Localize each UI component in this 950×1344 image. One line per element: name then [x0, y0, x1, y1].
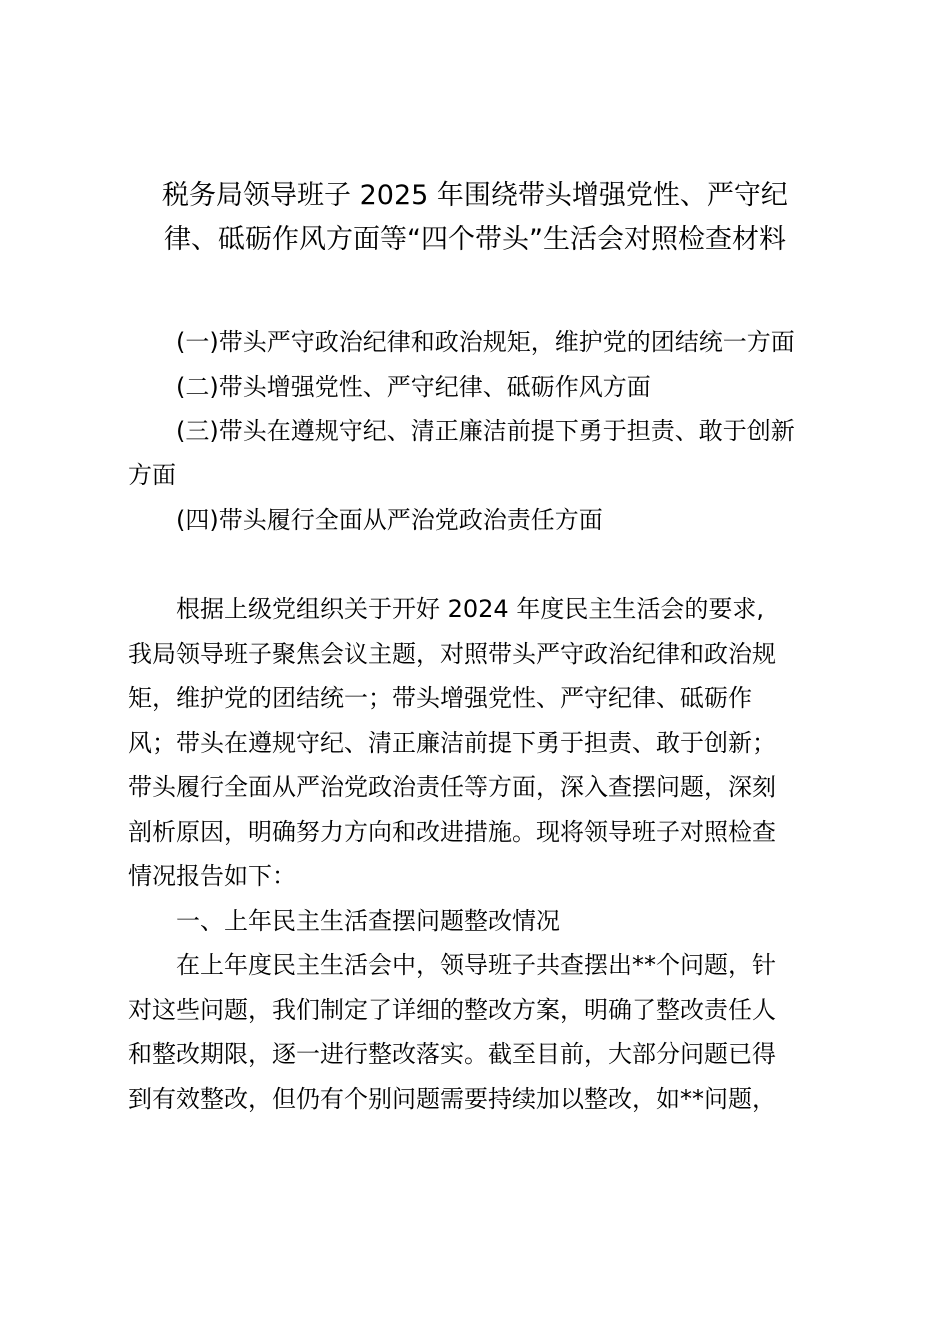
toc-item-1: (一)带头严守政治纪律和政治规矩，维护党的团结统一方面: [176, 328, 795, 356]
title-line-2: 律、砥砺作风方面等“四个带头”生活会对照检查材料: [164, 224, 786, 255]
intro-line-7: 情况报告如下：: [128, 862, 296, 890]
intro-line-6: 剖析原因，明确努力方向和改进措施。现将领导班子对照检查: [128, 818, 776, 846]
section1-line-2: 对这些问题，我们制定了详细的整改方案，明确了整改责任人: [128, 996, 776, 1024]
intro-line-4: 风；带头在遵规守纪、清正廉洁前提下勇于担责、敢于创新；: [128, 729, 776, 757]
toc-item-4: (四)带头履行全面从严治党政治责任方面: [176, 506, 603, 534]
intro-line-3: 矩，维护党的团结统一；带头增强党性、严守纪律、砥砺作: [128, 684, 752, 712]
document-title: [128, 174, 822, 262]
toc-item-3-continued: 方面: [128, 461, 176, 489]
section-heading-1: 一、上年民主生活查摆问题整改情况: [176, 907, 560, 935]
intro-line-1: 根据上级党组织关于开好 2024 年度民主生活会的要求,: [176, 595, 764, 623]
section1-line-3: 和整改期限，逐一进行整改落实。截至目前，大部分问题已得: [128, 1040, 776, 1068]
title-line-1: 税务局领导班子 2025 年围绕带头增强党性、严守纪: [162, 180, 788, 211]
intro-line-5: 带头履行全面从严治党政治责任等方面，深入查摆问题，深刻: [128, 773, 776, 801]
section1-line-4: 到有效整改，但仍有个别问题需要持续加以整改，如**问题，: [128, 1085, 776, 1113]
section1-line-1: 在上年度民主生活会中，领导班子共查摆出**个问题，针: [176, 951, 776, 979]
toc-item-3: (三)带头在遵规守纪、清正廉洁前提下勇于担责、敢于创新: [176, 417, 795, 445]
toc-item-2: (二)带头增强党性、严守纪律、砥砺作风方面: [176, 373, 651, 401]
intro-line-2: 我局领导班子聚焦会议主题，对照带头严守政治纪律和政治规: [128, 640, 776, 668]
